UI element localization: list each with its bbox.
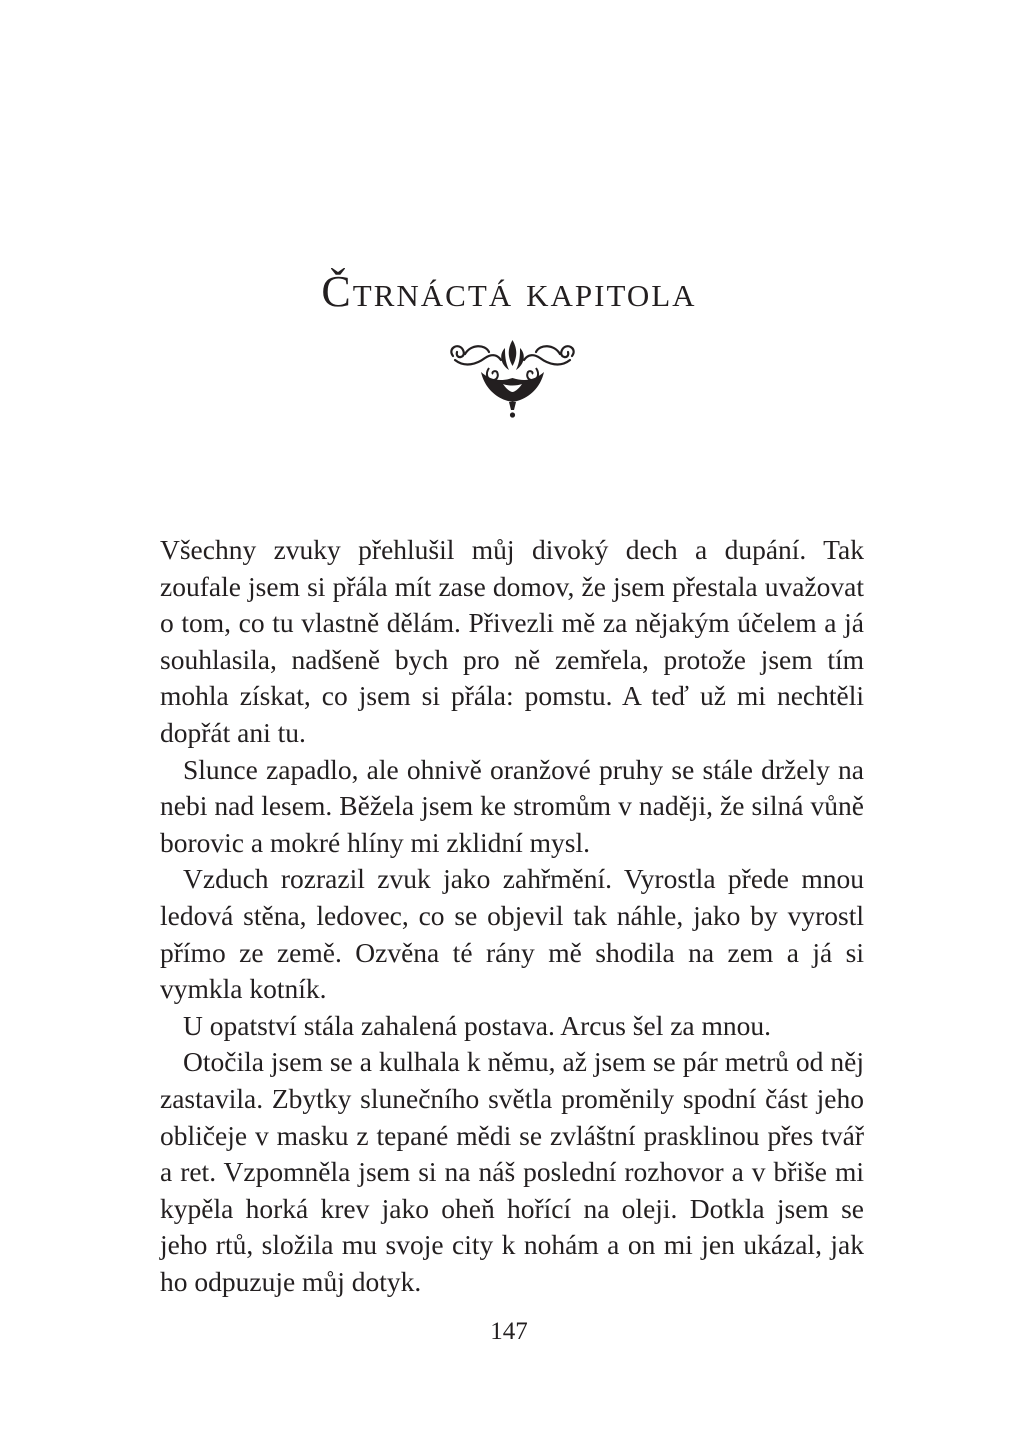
page-number: 147 xyxy=(490,1318,528,1345)
fleuron-ornament-icon xyxy=(445,338,580,418)
paragraph: U opatství stála zahalená postava. Arcus šel za mnou. xyxy=(183,1009,772,1041)
chapter-title: Čtrnáctá kapitola xyxy=(321,267,697,316)
paragraph: Slunce zapadlo, ale ohnivě oranžové pruhy se stále držely na nebi nad lesem. Běžela jsem ke stromům v naději, že silná vůně borovic a mokré hlíny mi zklidní mysl. xyxy=(160,753,864,858)
chapter-body xyxy=(160,532,864,1300)
paragraph: Vzduch rozrazil zvuk jako zahřmění. Vyrostla přede mnou ledová stěna, ledovec, co se objevil tak náhle, jako by vyrostl přímo ze země. Ozvěna té rány mě shodila na zem a já si vymkla kotník. xyxy=(160,863,864,1005)
paragraph: Všechny zvuky přehlušil můj divoký dech a dupání. Tak zoufale jsem si přála mít zase domov, že jsem přestala uvažovat o tom, co tu vlastně dělám. Přivezli mě za nějakým účelem a já souhlasila, nadšeně bych pro ně zemřela, protože jsem tím mohla získat, co jsem si přála: pomstu. A teď už mi nechtěli dopřát ani tu. xyxy=(160,534,864,748)
paragraph: Otočila jsem se a kulhala k němu, až jsem se pár metrů od něj zastavila. Zbytky slunečního světla proměnily spodní část jeho obličeje v masku z tepané mědi se zvláštní prasklinou přes tvář a ret. Vzpomněla jsem si na náš poslední rozhovor a v břiše mi kypěla horká krev jako oheň hořící na oleji. Dotkla jsem se jeho rtů, složila mu svoje city k nohám a on mi jen ukázal, jak ho odpuzuje můj dotyk. xyxy=(160,1046,864,1297)
